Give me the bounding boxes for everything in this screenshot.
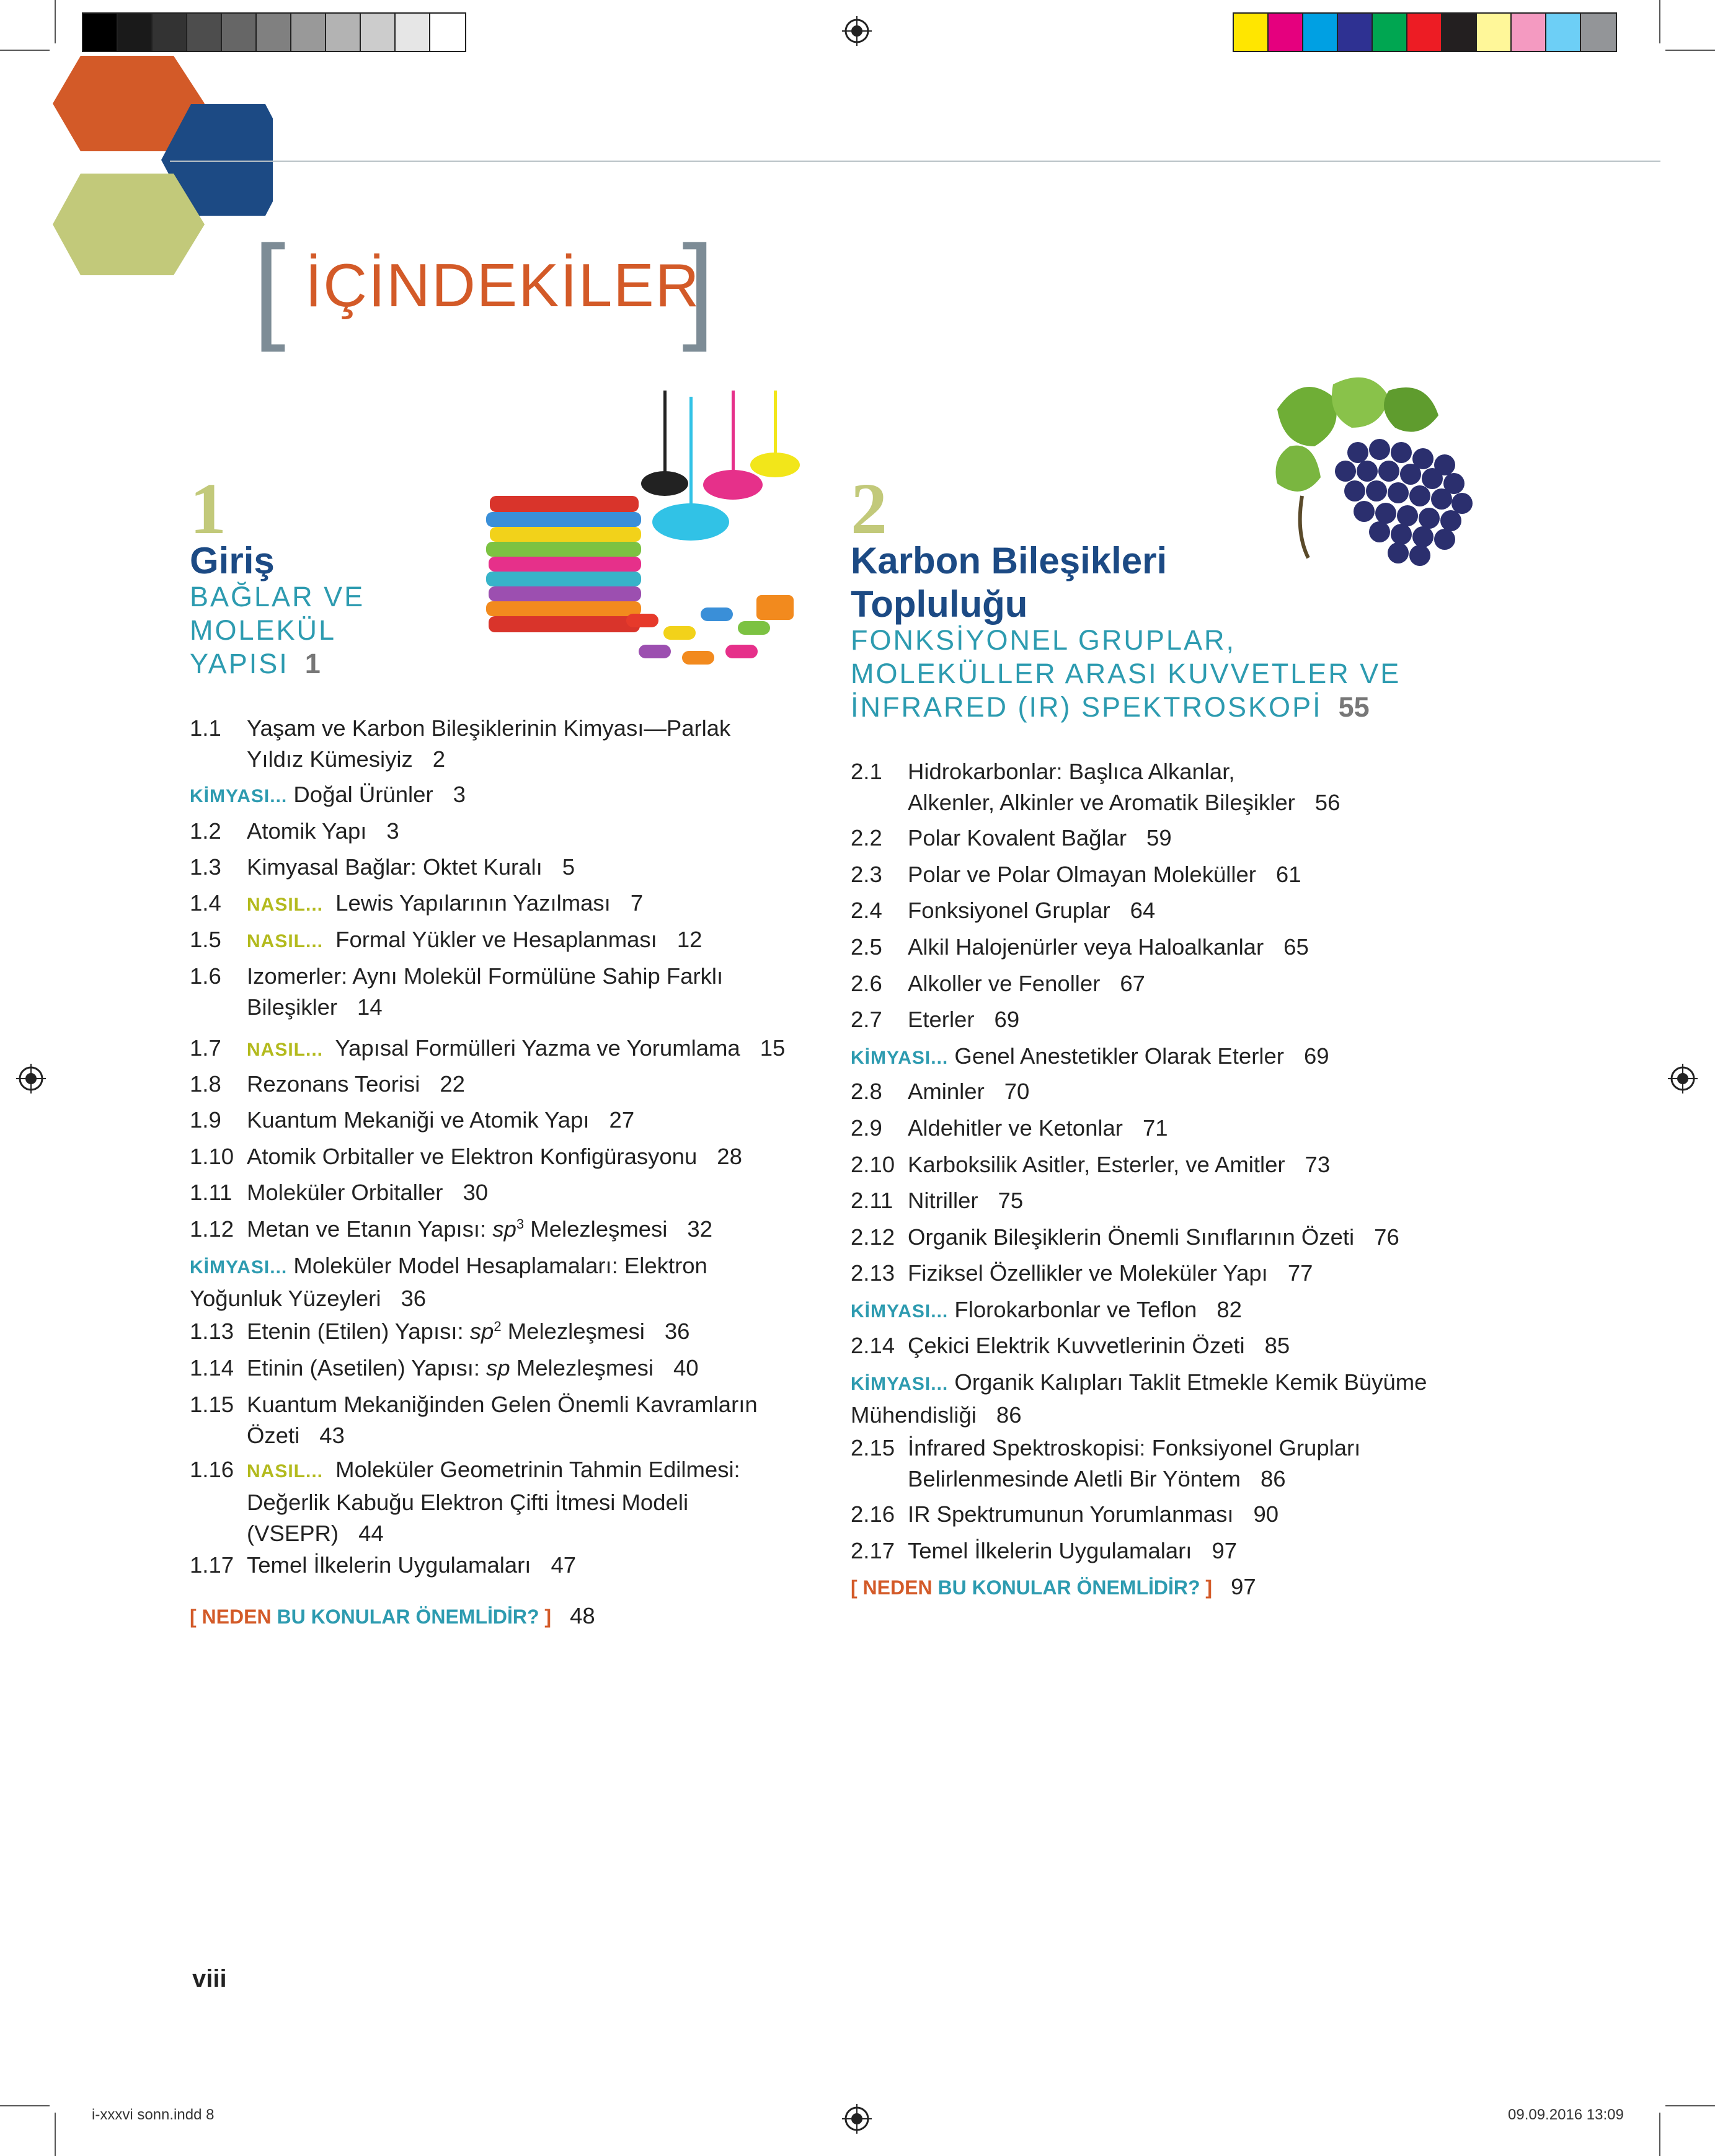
- color-swatch: [1512, 14, 1546, 51]
- toc-entry-page: 2: [432, 746, 446, 772]
- toc-entry-number: 2.11: [851, 1188, 893, 1213]
- toc-entry-line: [908, 1433, 1360, 1464]
- grayscale-color-bar: [82, 12, 466, 52]
- toc-entry-number: 2.12: [851, 1224, 895, 1250]
- toc-entry-number: 2.14: [851, 1333, 895, 1358]
- toc-entry-page: 12: [676, 927, 702, 952]
- toc-entry-page: 85: [1264, 1333, 1290, 1358]
- registration-mark-icon: [842, 16, 872, 46]
- toc-entry-line: [247, 992, 723, 1023]
- toc-entry-text: [851, 1367, 1427, 1431]
- toc-entry-text: [908, 1185, 1023, 1216]
- toc-entry-line-text: Bileşikler: [247, 994, 338, 1020]
- toc-entry-text: [908, 1076, 1029, 1107]
- toc-entry-line: [247, 888, 643, 921]
- nasil-label: NASIL...: [247, 895, 324, 915]
- toc-entry-number: 1.16: [190, 1457, 234, 1482]
- toc-entry-line-text: Genel Anestetikler Olarak Eterler: [954, 1043, 1284, 1069]
- color-swatch: [83, 14, 118, 51]
- process-color-bar: [1233, 12, 1617, 52]
- toc-entry-line-text: Formal Yükler ve Hesaplanması: [335, 927, 657, 952]
- toc-entry-line-text: Florokarbonlar ve Teflon: [954, 1297, 1197, 1322]
- kimyasi-label: KİMYASI...: [851, 1048, 949, 1068]
- toc-entry-line-text: Karboksilik Asitler, Esterler, ve Amitler: [908, 1152, 1285, 1177]
- toc-entry-page: 64: [1130, 898, 1156, 923]
- toc-entry-line-text: Organik Bileşiklerin Önemli Sınıflarının Özeti: [908, 1224, 1355, 1250]
- page-title: İÇİNDEKİLER: [305, 251, 701, 319]
- toc-entry-number: 1.1: [190, 715, 221, 741]
- toc-entry-text: [908, 823, 1172, 854]
- toc-entry-number: 1.14: [190, 1355, 234, 1381]
- toc-entry-page: 56: [1314, 790, 1341, 815]
- toc-entry-line: [908, 895, 1155, 926]
- toc-entry-number: 1.13: [190, 1319, 234, 1344]
- color-swatch: [153, 14, 187, 51]
- crop-mark: [1665, 2105, 1715, 2106]
- toc-entry-number: 2.6: [851, 971, 882, 996]
- toc-entry-line-text: Temel İlkelerin Uygulamaları: [247, 1552, 531, 1578]
- toc-entry-line-text: IR Spektrumunun Yorumlanması: [908, 1501, 1234, 1527]
- crop-mark: [0, 50, 50, 51]
- title-bracket-close: ]: [682, 221, 715, 353]
- why-important-entry[interactable]: [851, 1571, 1256, 1603]
- registration-mark-icon: [842, 2104, 872, 2134]
- toc-entry-line: [247, 816, 399, 847]
- toc-entry-line: [908, 1004, 1019, 1035]
- toc-entry-number: 2.3: [851, 862, 882, 887]
- toc-entry-line: [247, 924, 702, 957]
- toc-entry-line-text: Izomerler: Aynı Molekül Formülüne Sahip Farklı: [247, 963, 724, 989]
- toc-entry-text: [908, 1149, 1330, 1180]
- hybridization-superscript: 2: [494, 1318, 502, 1334]
- toc-entry-number: 1.15: [190, 1392, 234, 1417]
- toc-entry-text: [247, 1550, 576, 1581]
- why-rest: BU KONULAR ÖNEMLİDİR?: [937, 1576, 1206, 1599]
- toc-entry-text: [908, 968, 1145, 999]
- header-rule: [170, 161, 1660, 162]
- toc-entry-line-text: (VSEPR): [247, 1521, 339, 1546]
- toc-entry-text: [908, 1499, 1278, 1530]
- chapter-2-subtitle: FONKSİYONEL GRUPLAR, MOLEKÜLLER ARASI KUVVETLER VE İNFRARED (IR) SPEKTROSKOPİ 55: [851, 624, 1401, 723]
- toc-entry-line-text: Melezleşmesi: [524, 1216, 668, 1242]
- toc-entry-text: [247, 924, 702, 957]
- toc-entry-line-text: İnfrared Spektroskopisi: Fonksiyonel Grupları: [908, 1435, 1361, 1460]
- toc-entry-line: [247, 1420, 758, 1451]
- toc-entry-page: 82: [1216, 1297, 1242, 1322]
- toc-entry-text: [247, 1316, 689, 1347]
- toc-entry-number: 2.17: [851, 1538, 895, 1563]
- toc-entry-line: [247, 1454, 740, 1487]
- toc-entry-line-text: Melezleşmesi: [510, 1355, 654, 1381]
- hybridization-superscript: 3: [516, 1216, 525, 1232]
- toc-entry-line-text: Organik Kalıpları Taklit Etmekle Kemik Büyüme: [954, 1369, 1427, 1395]
- toc-entry-line-text: Alkenler, Alkinler ve Aromatik Bileşikler: [908, 790, 1295, 815]
- toc-entry-text: [908, 895, 1155, 926]
- toc-entry-line: [851, 1041, 1329, 1074]
- toc-entry-number: 1.4: [190, 890, 221, 916]
- toc-entry-text: [247, 888, 643, 921]
- toc-entry-page: 69: [994, 1007, 1020, 1032]
- clothes-paint-pills-illustration: [484, 391, 806, 682]
- why-bracket-open: [: [851, 1576, 863, 1599]
- toc-entry-text: [851, 1294, 1242, 1327]
- why-rest: BU KONULAR ÖNEMLİDİR?: [277, 1606, 545, 1628]
- color-swatch: [1269, 14, 1303, 51]
- toc-entry-text: [247, 1069, 465, 1100]
- toc-entry-line-text: Alkil Halojenürler veya Haloalkanlar: [908, 934, 1264, 960]
- color-swatch: [1581, 14, 1616, 51]
- hexagon-logo-icon: [50, 50, 273, 291]
- color-swatch: [1477, 14, 1512, 51]
- toc-entry-number: 1.8: [190, 1071, 221, 1097]
- hybridization-italic: sp: [486, 1355, 510, 1381]
- color-swatch: [222, 14, 257, 51]
- crop-mark: [1659, 2113, 1660, 2156]
- toc-entry-line: [247, 1518, 740, 1549]
- toc-entry-number: 2.15: [851, 1435, 895, 1460]
- toc-entry-page: 36: [664, 1319, 690, 1344]
- toc-entry-text: [247, 961, 723, 1023]
- toc-entry-line-text: Yoğunluk Yüzeyleri: [190, 1286, 381, 1311]
- grapes-illustration: [1265, 372, 1482, 577]
- toc-entry-text: [851, 1041, 1329, 1074]
- toc-entry-number: 1.11: [190, 1180, 233, 1205]
- toc-entry-page: 5: [562, 854, 575, 880]
- hybridization-italic: sp: [492, 1216, 516, 1242]
- toc-entry-number: 1.17: [190, 1552, 234, 1578]
- why-bracket-close: ]: [1205, 1576, 1213, 1599]
- toc-entry-line: [851, 1367, 1427, 1400]
- toc-entry-line-text: Nitriller: [908, 1188, 978, 1213]
- toc-entry-page: 75: [998, 1188, 1024, 1213]
- toc-entry-page: 43: [319, 1423, 345, 1448]
- toc-entry-number: 2.16: [851, 1501, 895, 1527]
- toc-entry-text: [247, 1177, 488, 1208]
- slug-file: i-xxxvi sonn.indd 8: [92, 2106, 215, 2123]
- color-swatch: [361, 14, 396, 51]
- toc-entry-page: 27: [609, 1107, 635, 1133]
- registration-mark-icon: [1668, 1064, 1698, 1093]
- toc-entry-line: [247, 1033, 785, 1066]
- toc-entry-number: 1.5: [190, 927, 221, 952]
- color-swatch: [1373, 14, 1407, 51]
- toc-entry-line-text: Moleküler Orbitaller: [247, 1180, 443, 1205]
- toc-entry-line-text: Polar ve Polar Olmayan Moleküller: [908, 862, 1256, 887]
- kimyasi-label: KİMYASI...: [190, 1257, 288, 1278]
- title-bracket-open: [: [253, 221, 286, 353]
- toc-entry-line-text: Kimyasal Bağlar: Oktet Kuralı: [247, 854, 543, 880]
- registration-mark-icon: [16, 1064, 46, 1093]
- toc-entry-text: [247, 852, 575, 883]
- toc-entry-line-text: Değerlik Kabuğu Elektron Çifti İtmesi Modeli: [247, 1490, 689, 1515]
- toc-entry-line-text: Kuantum Mekaniği ve Atomik Yapı: [247, 1107, 590, 1133]
- color-swatch: [291, 14, 326, 51]
- why-bracket-open: [: [190, 1606, 202, 1628]
- toc-entry-line: [247, 1069, 465, 1100]
- chapter-2-number: 2: [851, 468, 887, 549]
- toc-entry-line-text: Temel İlkelerin Uygulamaları: [908, 1538, 1192, 1563]
- toc-entry-page: 73: [1305, 1152, 1331, 1177]
- toc-entry-line-text: Moleküler Model Hesaplamaları: Elektron: [293, 1253, 707, 1278]
- toc-entry-line-text: Polar Kovalent Bağlar: [908, 825, 1127, 850]
- toc-entry-text: [247, 1141, 742, 1172]
- toc-entry-number: 2.7: [851, 1007, 882, 1032]
- toc-entry-line: [247, 1316, 689, 1347]
- color-swatch: [1234, 14, 1269, 51]
- toc-entry-page: 69: [1303, 1043, 1329, 1069]
- why-page: 48: [570, 1603, 595, 1628]
- toc-entry-line: [908, 1222, 1399, 1253]
- nasil-label: NASIL...: [247, 931, 324, 952]
- color-swatch: [1303, 14, 1338, 51]
- toc-entry-text: [190, 779, 466, 812]
- toc-entry-text: [908, 1113, 1168, 1144]
- color-swatch: [430, 14, 465, 51]
- chapter-1-title[interactable]: Giriş: [190, 540, 275, 581]
- toc-entry-line: [247, 1389, 758, 1420]
- toc-entry-number: 1.6: [190, 963, 221, 989]
- toc-entry-line-text: Alkoller ve Fenoller: [908, 971, 1101, 996]
- toc-entry-line: [908, 1185, 1023, 1216]
- toc-entry-number: 1.12: [190, 1216, 234, 1242]
- toc-entry-line-text: Yapısal Formülleri Yazma ve Yorumlama: [335, 1035, 740, 1061]
- toc-entry-number: 1.3: [190, 854, 221, 880]
- toc-entry-page: 97: [1212, 1538, 1238, 1563]
- toc-entry-page: 71: [1142, 1115, 1168, 1141]
- toc-entry-text: [247, 1033, 785, 1066]
- toc-entry-line-text: Eterler: [908, 1007, 975, 1032]
- toc-entry-line: [908, 1464, 1360, 1495]
- toc-entry-line: [851, 1294, 1242, 1327]
- toc-entry-line: [908, 1258, 1313, 1289]
- toc-entry-line-text: Hidrokarbonlar: Başlıca Alkanlar,: [908, 759, 1235, 784]
- chapter-2-page: 55: [1338, 691, 1370, 723]
- toc-entry-text: [247, 1353, 699, 1384]
- toc-entry-number: 1.9: [190, 1107, 221, 1133]
- toc-entry-line: [908, 1113, 1168, 1144]
- toc-entry-number: 2.13: [851, 1260, 895, 1286]
- toc-entry-line: [247, 713, 730, 744]
- nasil-label: NASIL...: [247, 1040, 324, 1060]
- toc-entry-line-text: Yıldız Kümesiyiz: [247, 746, 413, 772]
- toc-entry-line: [247, 852, 575, 883]
- crop-mark: [0, 2105, 50, 2106]
- toc-entry-page: 77: [1287, 1260, 1313, 1286]
- toc-entry-page: 15: [760, 1035, 786, 1061]
- why-bracket-close: ]: [544, 1606, 552, 1628]
- toc-entry-page: 70: [1004, 1079, 1030, 1104]
- chapter-1-number: 1: [190, 468, 226, 549]
- toc-entry-line-text: Kuantum Mekaniğinden Gelen Önemli Kavramların: [247, 1392, 758, 1417]
- toc-entry-text: [908, 1433, 1360, 1495]
- why-important-entry[interactable]: [190, 1601, 595, 1632]
- toc-entry-line-text: Fiziksel Özellikler ve Moleküler Yapı: [908, 1260, 1268, 1286]
- toc-entry-line: [908, 1499, 1278, 1530]
- toc-entry-page: 86: [996, 1402, 1022, 1428]
- toc-entry-number: 1.2: [190, 818, 221, 844]
- page-folio: viii: [192, 1965, 227, 1992]
- toc-entry-page: 47: [551, 1552, 577, 1578]
- toc-entry-page: 65: [1283, 934, 1309, 960]
- toc-entry-page: 67: [1120, 971, 1145, 996]
- toc-entry-page: 61: [1275, 862, 1301, 887]
- color-swatch: [1546, 14, 1581, 51]
- toc-entry-line-text: Etinin (Asetilen) Yapısı:: [247, 1355, 487, 1381]
- toc-entry-page: 86: [1260, 1466, 1286, 1491]
- toc-entry-line-text: Melezleşmesi: [501, 1319, 645, 1344]
- crop-mark: [55, 2113, 56, 2156]
- toc-entry-text: [247, 1389, 758, 1451]
- chapter-2-title[interactable]: Karbon Bileşikleri Topluluğu: [851, 540, 1168, 625]
- toc-entry-page: 14: [357, 994, 383, 1020]
- toc-entry-line: [908, 968, 1145, 999]
- toc-entry-line: [908, 859, 1301, 890]
- toc-entry-text: [908, 1222, 1399, 1253]
- toc-entry-line: [247, 961, 723, 992]
- nasil-label: NASIL...: [247, 1461, 324, 1482]
- toc-entry-line-text: Rezonans Teorisi: [247, 1071, 420, 1097]
- toc-entry-line: [247, 1487, 740, 1518]
- toc-entry-text: [908, 1535, 1237, 1566]
- toc-entry-line: [908, 1149, 1330, 1180]
- toc-entry-text: [908, 756, 1340, 818]
- hybridization-italic: sp: [469, 1319, 494, 1344]
- toc-entry-line-text: Fonksiyonel Gruplar: [908, 898, 1110, 923]
- toc-entry-text: [190, 1250, 707, 1314]
- toc-entry-page: 44: [358, 1521, 384, 1546]
- toc-entry-page: 90: [1253, 1501, 1279, 1527]
- toc-entry-line: [908, 756, 1340, 787]
- toc-entry-line: [190, 1250, 707, 1283]
- color-swatch: [187, 14, 222, 51]
- color-swatch: [257, 14, 291, 51]
- toc-entry-number: 2.1: [851, 759, 882, 784]
- toc-entry-page: 40: [673, 1355, 699, 1381]
- toc-entry-line: [247, 1141, 742, 1172]
- toc-entry-line-text: Atomik Yapı: [247, 818, 367, 844]
- toc-entry-line-text: Metan ve Etanın Yapısı:: [247, 1216, 493, 1242]
- toc-entry-number: 2.2: [851, 825, 882, 850]
- toc-entry-line: [908, 1535, 1237, 1566]
- why-page: 97: [1231, 1574, 1256, 1599]
- color-swatch: [396, 14, 430, 51]
- toc-entry-line: [908, 1330, 1290, 1361]
- toc-entry-text: [247, 1454, 740, 1549]
- toc-entry-page: 7: [630, 890, 644, 916]
- toc-entry-number: 2.8: [851, 1079, 882, 1104]
- toc-entry-line-text: Moleküler Geometrinin Tahmin Edilmesi:: [335, 1457, 740, 1482]
- toc-entry-text: [908, 1330, 1290, 1361]
- chapter-1-subtitle: BAĞLAR VE MOLEKÜL YAPISI 1: [190, 581, 365, 679]
- toc-entry-number: 2.10: [851, 1152, 895, 1177]
- toc-entry-page: 22: [440, 1071, 465, 1097]
- toc-entry-line: [851, 1400, 1427, 1431]
- toc-entry-text: [908, 932, 1309, 963]
- toc-entry-text: [908, 859, 1301, 890]
- color-swatch: [1407, 14, 1442, 51]
- toc-entry-line: [247, 1550, 576, 1581]
- toc-entry-text: [908, 1004, 1019, 1035]
- toc-entry-text: [247, 713, 730, 775]
- chapter-1-page: 1: [304, 648, 321, 679]
- toc-entry-line: [247, 1214, 712, 1245]
- toc-entry-page: 76: [1374, 1224, 1399, 1250]
- crop-mark: [1659, 0, 1660, 43]
- toc-entry-line-text: Etenin (Etilen) Yapısı:: [247, 1319, 470, 1344]
- toc-entry-line: [908, 932, 1309, 963]
- toc-entry-number: 2.5: [851, 934, 882, 960]
- crop-mark: [55, 0, 56, 43]
- kimyasi-label: KİMYASI...: [190, 786, 288, 806]
- toc-entry-number: 2.4: [851, 898, 882, 923]
- why-neden: NEDEN: [862, 1576, 938, 1599]
- color-swatch: [1338, 14, 1373, 51]
- toc-entry-line-text: Aminler: [908, 1079, 985, 1104]
- toc-entry-page: 30: [463, 1180, 489, 1205]
- toc-entry-line: [247, 1353, 699, 1384]
- toc-entry-line-text: Çekici Elektrik Kuvvetlerinin Özeti: [908, 1333, 1245, 1358]
- toc-entry-line: [190, 1283, 707, 1314]
- toc-entry-number: 1.10: [190, 1144, 234, 1169]
- toc-entry-page: 32: [687, 1216, 712, 1242]
- toc-entry-line: [190, 779, 466, 812]
- toc-entry-page: 36: [401, 1286, 427, 1311]
- color-swatch: [326, 14, 361, 51]
- slug-date: 09.09.2016 13:09: [1508, 2106, 1624, 2123]
- crop-mark: [1665, 50, 1715, 51]
- toc-entry-line-text: Doğal Ürünler: [293, 782, 433, 807]
- toc-entry-line: [908, 823, 1172, 854]
- toc-entry-text: [247, 816, 399, 847]
- toc-entry-line: [908, 787, 1340, 818]
- toc-entry-line: [908, 1076, 1029, 1107]
- toc-entry-page: 3: [453, 782, 466, 807]
- toc-entry-number: 1.7: [190, 1035, 221, 1061]
- toc-entry-line-text: Özeti: [247, 1423, 300, 1448]
- toc-entry-line-text: Mühendisliği: [851, 1402, 977, 1428]
- toc-entry-line-text: Yaşam ve Karbon Bileşiklerinin Kimyası—Parlak: [247, 715, 731, 741]
- toc-entry-number: 2.9: [851, 1115, 882, 1141]
- why-neden: NEDEN: [202, 1606, 277, 1628]
- toc-entry-line-text: Lewis Yapılarının Yazılması: [335, 890, 611, 916]
- toc-entry-text: [908, 1258, 1313, 1289]
- toc-entry-line-text: Aldehitler ve Ketonlar: [908, 1115, 1123, 1141]
- kimyasi-label: KİMYASI...: [851, 1374, 949, 1394]
- toc-entry-line: [247, 1177, 488, 1208]
- kimyasi-label: KİMYASI...: [851, 1301, 949, 1322]
- toc-entry-line-text: Belirlenmesinde Aletli Bir Yöntem: [908, 1466, 1241, 1491]
- toc-entry-page: 28: [717, 1144, 742, 1169]
- color-swatch: [118, 14, 153, 51]
- toc-entry-page: 3: [386, 818, 399, 844]
- toc-entry-page: 59: [1146, 825, 1172, 850]
- toc-entry-text: [247, 1214, 712, 1245]
- color-swatch: [1442, 14, 1477, 51]
- toc-entry-line: [247, 1105, 634, 1136]
- toc-entry-line: [247, 744, 730, 775]
- toc-entry-line-text: Atomik Orbitaller ve Elektron Konfigürasyonu: [247, 1144, 698, 1169]
- toc-entry-text: [247, 1105, 634, 1136]
